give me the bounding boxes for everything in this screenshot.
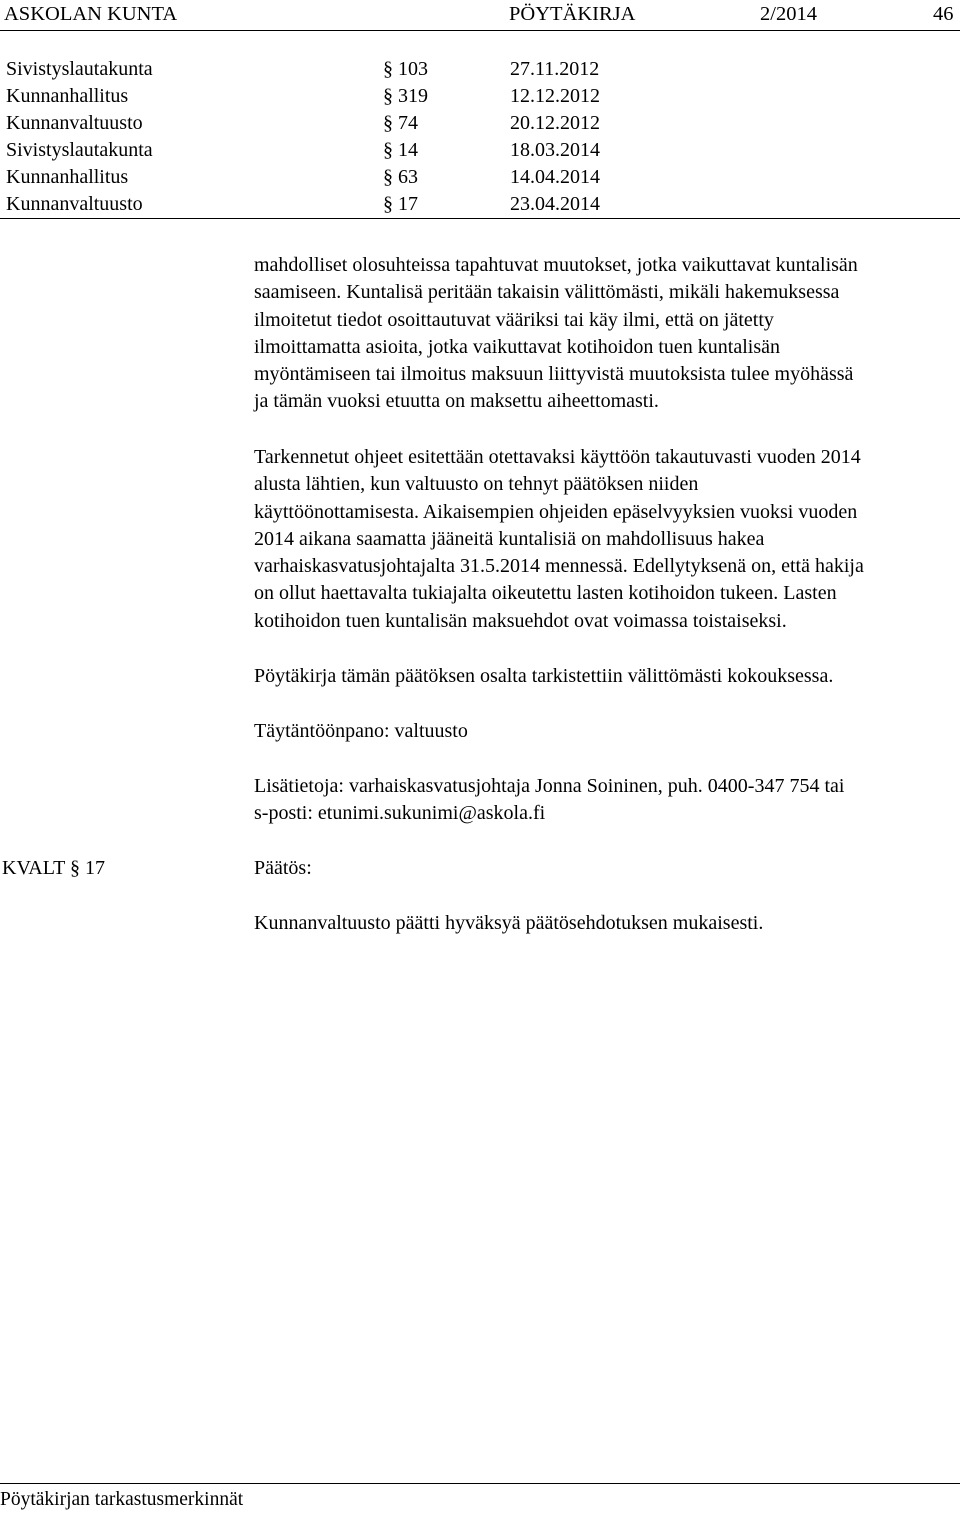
text-line: varhaiskasvatusjohtajalta 31.5.2014 mennessä. Edellytyksenä on, että hakija	[254, 555, 864, 578]
history-date: 27.11.2012	[510, 58, 600, 80]
paragraph-minutes-check	[254, 663, 954, 690]
history-divider	[0, 218, 960, 219]
history-row	[0, 110, 960, 137]
history-date: 12.12.2012	[510, 85, 600, 107]
header-divider	[0, 30, 960, 31]
text-line: myöntämiseen tai ilmoitus maksuun liittyvistä muutoksista tulee myöhässä	[254, 363, 854, 386]
text-line: Täytäntöönpano: valtuusto	[254, 720, 468, 742]
document-type: PÖYTÄKIRJA	[509, 3, 636, 25]
history-section: § 74	[383, 112, 418, 134]
text-line: ilmoitetut tiedot osoittautuvat vääriksi tai käy ilmi, että on jätetty	[254, 308, 774, 331]
decision-section-ref: KVALT § 17	[2, 857, 105, 879]
history-body: Sivistyslautakunta	[6, 58, 153, 80]
page-number: 46	[933, 3, 954, 25]
text-fragment: Kuntalisä peritään takaisin välittömästi, mikäli hakemuksessa	[341, 281, 840, 304]
review-notes-label: Pöytäkirjan tarkastusmerkinnät	[0, 1489, 244, 1510]
paragraph-repayment	[254, 252, 954, 416]
history-date: 23.04.2014	[510, 193, 600, 215]
org-name: ASKOLAN KUNTA	[4, 3, 178, 25]
history-body: Kunnanvaltuusto	[6, 193, 143, 215]
history-section: § 319	[383, 85, 428, 107]
paragraph-implementation	[254, 718, 954, 745]
document-number: 2/2014	[760, 3, 817, 25]
text-line: alusta lähtien, kun valtuusto on tehnyt päätöksen niiden	[254, 473, 699, 496]
text-line: ja tämän vuoksi etuutta on maksettu aiheettomasti.	[254, 390, 659, 413]
text-line: on ollut haettavalta tukiajalta oikeutettu lasten kotihoidon tukeen. Lasten	[254, 582, 837, 605]
text-line: Tarkennetut ohjeet esitettään otettavaksi käyttöön takautuvasti vuoden 2014	[254, 446, 861, 468]
history-body: Kunnanhallitus	[6, 85, 129, 107]
history-section: § 63	[383, 166, 418, 188]
decision-label: Päätös:	[254, 857, 312, 879]
text-line	[254, 279, 954, 306]
history-body: Kunnanhallitus	[6, 166, 129, 188]
paragraph-contact	[254, 773, 954, 828]
text-line: kotihoidon tuen kuntalisän maksuehdot ovat voimassa toistaiseksi.	[254, 609, 787, 632]
history-date: 14.04.2014	[510, 166, 600, 188]
text-line: s-posti: etunimi.sukunimi@askola.fi	[254, 802, 546, 825]
footer-divider	[0, 1483, 960, 1484]
history-date: 18.03.2014	[510, 139, 600, 161]
text-line: Lisätietoja: varhaiskasvatusjohtaja Jonna Soininen, puh. 0400-347 754 tai	[254, 775, 845, 797]
history-section: § 14	[383, 139, 418, 161]
history-row	[0, 191, 960, 218]
history-body: Kunnanvaltuusto	[6, 112, 143, 134]
text-line: käyttöönottamisesta. Aikaisempien ohjeiden epäselvyyksien vuoksi vuoden	[254, 500, 858, 523]
text-line: ilmoittamatta asioita, jotka vaikuttavat kotihoidon tuen kuntalisän	[254, 335, 781, 358]
history-row	[0, 83, 960, 110]
history-section: § 103	[383, 58, 428, 80]
text-line: Pöytäkirja tämän päätöksen osalta tarkistettiin välittömästi kokouksessa.	[254, 665, 834, 687]
history-row	[0, 164, 960, 191]
decision-text: Kunnanvaltuusto päätti hyväksyä päätösehdotuksen mukaisesti.	[254, 912, 764, 934]
history-body: Sivistyslautakunta	[6, 139, 153, 161]
history-row	[0, 137, 960, 164]
text-line: 2014 aikana saamatta jääneitä kuntalisiä on mahdollisuus hakea	[254, 527, 765, 550]
text-fragment: saamiseen.	[254, 281, 342, 304]
history-date: 20.12.2012	[510, 112, 600, 134]
paragraph-guidelines	[254, 444, 954, 635]
history-section: § 17	[383, 193, 418, 215]
text-line: mahdolliset olosuhteissa tapahtuvat muutokset, jotka vaikuttavat kuntalisän	[254, 254, 858, 276]
history-row	[0, 56, 960, 83]
